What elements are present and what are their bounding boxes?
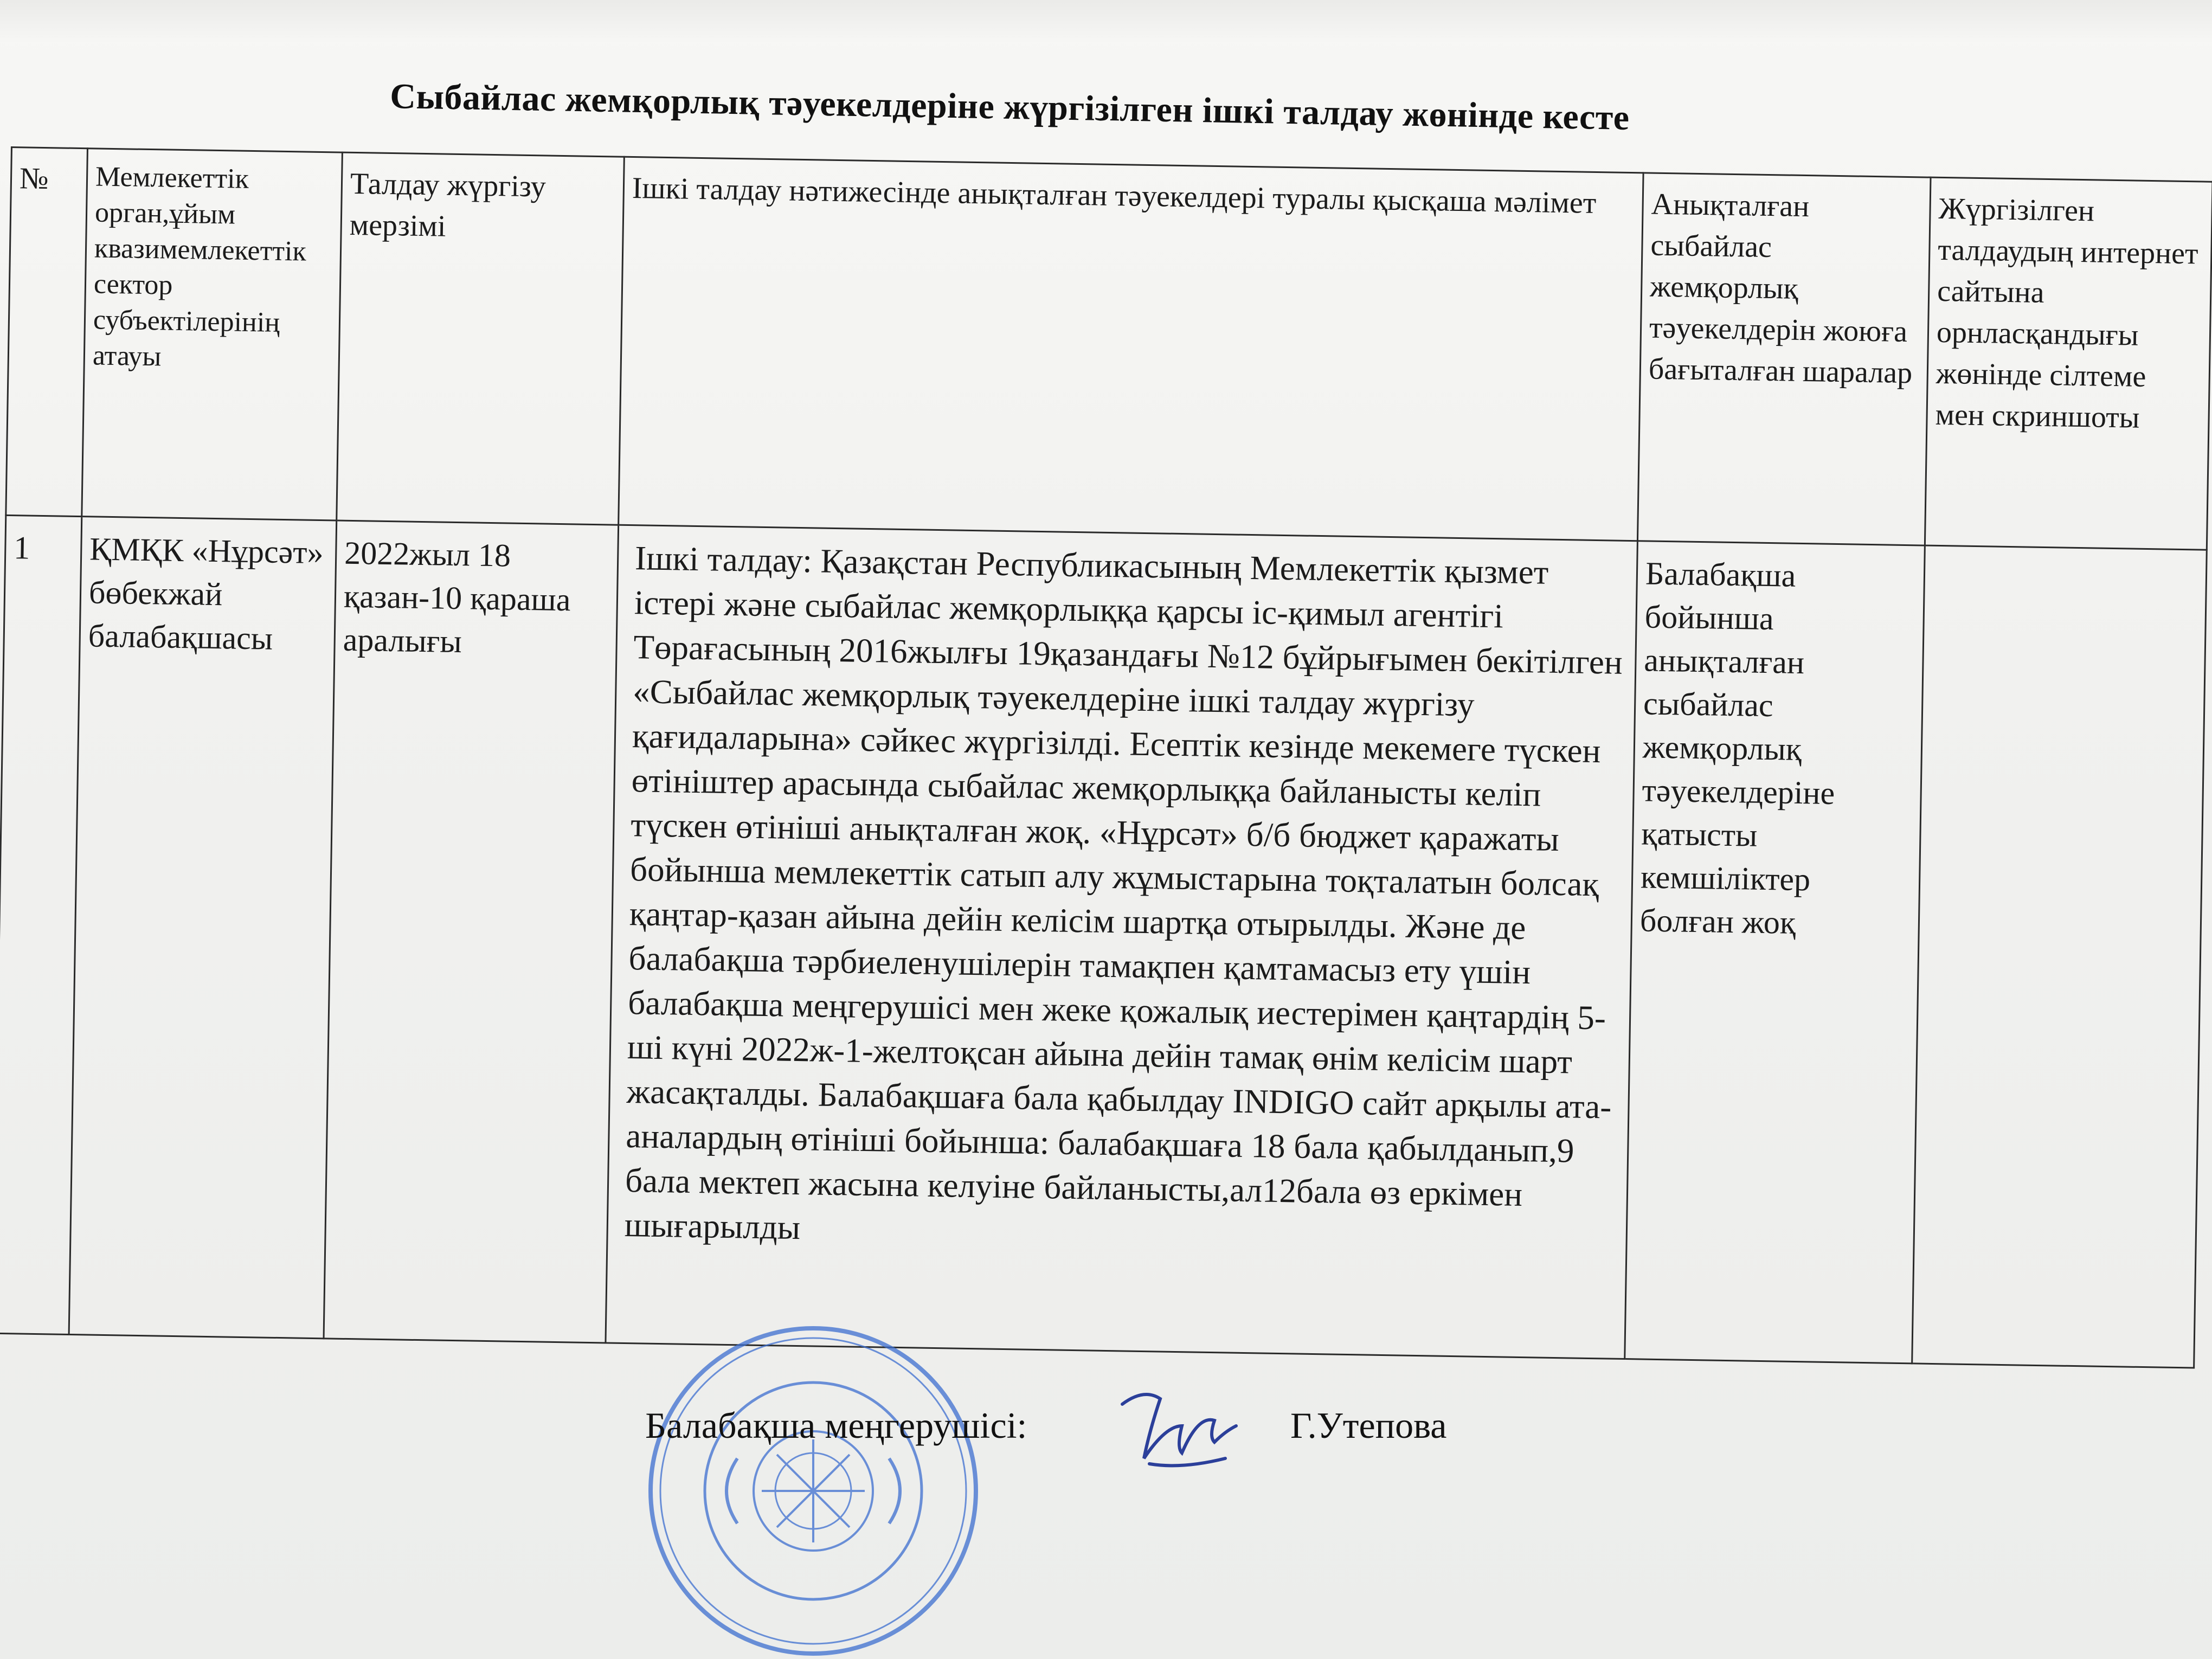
header-organization: Мемлекеттік орган,ұйым квазимемлекеттік сектор субъектілерінің атауы [82, 149, 343, 520]
header-measures: Анықталған сыбайлас жемқорлық тәуекелдерін жоюға бағыталған шаралар [1637, 173, 1931, 545]
official-stamp [645, 1323, 981, 1659]
cell-period: 2022жыл 18 қазан-10 қараша аралығы [324, 520, 619, 1343]
cell-summary: Ішкі талдау: Қазақстан Республикасының Мемлекеттік қызмет істері және сыбайлас жемқорлыққа қарсы іс-қимыл агентігі Төрағасының 2016жылғы 19қазандағы №12 бұйрығымен бекітілген «Сыбайлас жемқорлық тәуекелдеріне ішкі талдау жүргізу қағидаларына» сәйкес жүргізілді. Есептік кезінде мекемеге түскен өтініштер арасында сыбайлас жемқорлыққа байланысты келіп түскен өтініші анықталған жоқ. «Нұрсәт» б/б бюджет қаражаты бойынша мемлекеттік сатып алу жұмыстарына тоқталатын болсақ қаңтар-қазан айына дейін келісім шартқа отырылды. Және де балабақша тәрбиеленушілерін тамақпен қамтамасыз ету үшін балабақша меңгерушісі мен жеке қожалық иестерімен қаңтардің 5-ші күні 2022ж-1-желтоқсан айына дейін тамақ өнім келісім шарт жасақталды. Балабақшаға бала қабылдау INDIGO сайт арқылы ата-аналардың өтініші бойынша: балабақшаға 18 бала қабылданып,9 бала мектеп жасына келуіне байланысты,ал12бала өз еркімен шығарылды [606, 525, 1637, 1359]
cell-website-link [1912, 545, 2207, 1368]
header-summary: Ішкі талдау нәтижесінде анықталған тәуекелдері туралы қысқаша мәлімет [619, 157, 1643, 541]
director-role-label: Балабақша меңгерушісі: [645, 1405, 1027, 1446]
signature-footer [645, 1404, 2055, 1475]
risk-table-wrapper [0, 146, 2211, 1390]
header-website-link: Жүргізілген талдаудың интернет сайтына орнласқандығы жөнінде сілтеме мен скриншоты [1925, 177, 2212, 550]
cell-measures: Балабақша бойынша анықталған сыбайлас жемқорлық тәуекелдеріне қатысты кемшіліктер болған жоқ [1625, 541, 1925, 1364]
paper-shadow [0, 0, 2212, 43]
document-title: Сыбайлас жемқорлық тәуекелдеріне жүргізілген ішкі талдау жөнінде кесте [389, 76, 1630, 138]
cell-organization: ҚМҚК «Нұрсәт» бөбекжай балабақшасы [69, 517, 337, 1339]
table-header-row [6, 147, 2212, 550]
cell-number: 1 [0, 515, 82, 1334]
handwritten-signature [1117, 1372, 1258, 1480]
director-name: Г.Утепова [1290, 1405, 1447, 1446]
risk-analysis-table [0, 146, 2212, 1369]
header-number: № [6, 147, 88, 517]
header-period: Талдау жүргізу мерзімі [337, 152, 625, 525]
table-row [0, 515, 2207, 1368]
